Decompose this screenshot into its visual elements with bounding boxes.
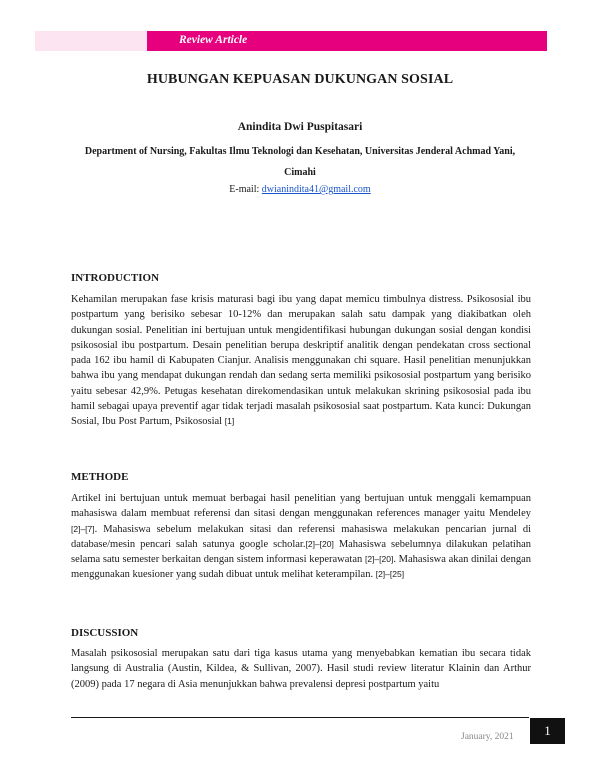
methode-text-3: Mahasiswa sebelumnya dilakukan pelatihan selama satu semester berkaitan dengan sistem informasi keperawatan bbox=[71, 538, 531, 566]
footer-rule bbox=[71, 717, 529, 718]
introduction-heading: INTRODUCTION bbox=[71, 272, 160, 284]
introduction-paragraph bbox=[71, 292, 531, 430]
methode-citation-3[interactable]: [2]–[20] bbox=[364, 554, 394, 565]
header-banner-pale-segment bbox=[35, 31, 147, 51]
paper-title: HUBUNGAN KEPUASAN DUKUNGAN SOSIAL bbox=[146, 72, 454, 87]
discussion-paragraph: Masalah psikososial merupakan satu dari tiga kasus utama yang menyebabkan kematian ibu secara tidak langsung di Australia (Austin, Kildea, & Sullivan, 2007). Hasil studi review literatur Klainin dan Arthur (2009) pada 17 negara di Asia menunjukkan bahwa prevalensi depresi postpartum yaitu bbox=[71, 648, 531, 690]
author-name: Anindita Dwi Puspitasari bbox=[237, 121, 363, 133]
footer-date: January, 2021 bbox=[461, 732, 514, 742]
methode-citation-1[interactable]: [2]–[7] bbox=[71, 523, 95, 534]
methode-text-1: Artikel ini bertujuan untuk memuat berbagai hasil penelitian yang bertujuan untuk menggali kemampuan mahasiswa dalam membuat referensi dan sitasi dengan menggunakan references manager yaitu Mendeley bbox=[71, 493, 531, 520]
page-number: 1 bbox=[530, 718, 565, 744]
email-link[interactable]: dwianindita41@gmail.com bbox=[261, 184, 371, 195]
author-email bbox=[0, 184, 600, 195]
methode-text-2: . Mahasiswa sebelum melakukan sitasi dan referensi mahasiswa melakukan pencarian jurnal di database/mesin pencari salah satunya google scholar. bbox=[71, 523, 531, 550]
methode-citation-4[interactable]: [2]–[25] bbox=[375, 569, 405, 580]
methode-citation-2[interactable]: [2]–[20] bbox=[305, 538, 334, 549]
introduction-citation[interactable]: [1] bbox=[224, 416, 235, 427]
methode-heading: METHODE bbox=[71, 471, 129, 483]
introduction-text: Kehamilan merupakan fase krisis maturasi bagi ibu yang dapat memicu timbulnya distress. Psikososial ibu postpartum yang berisiko sebesar 10-12% dan merupakan salah satu dampak yang diakibatkan oleh dukungan sosial. Penelitian ini bertujuan untuk mengidentifikasi hubungan dukungan sosial dengan kondisi psikososial ibu postpartum. Desain penelitian berupa deskriptif analitik dengan pendekatan cross sectional pada 162 ibu hamil di Kabupaten Cianjur. Analisis menggunakan chi square. Hasil penelitian menunjukkan bahwa ibu yang mendapat dukungan rendah dan sedang serta memiliki psikososial postpartum yang berisiko yaitu sebesar 42,9%. Petugas kesehatan direkomendasikan untuk melakukan skrining psikososial pada ibu hamil sebagai upaya preventif agar tidak terjadi masalah psikososial saat postpartum. Kata kunci: Dukungan Sosial, Ibu Post Partum, Psikososial bbox=[71, 294, 531, 428]
discussion-heading: DISCUSSION bbox=[71, 627, 139, 639]
methode-paragraph bbox=[71, 491, 531, 583]
email-label: E-mail: bbox=[229, 184, 262, 195]
article-type-label: Review Article bbox=[179, 34, 248, 46]
author-affiliation: Department of Nursing, Fakultas Ilmu Teknologi dan Kesehatan, Universitas Jenderal Achmad Yani, Cimahi bbox=[84, 146, 516, 178]
methode-text-4: . Mahasiswa akan dinilai dengan menggunakan kuesioner yang sudah dibuat untuk melihat keterampilan. bbox=[71, 554, 531, 581]
header-banner-notch bbox=[146, 0, 160, 20]
